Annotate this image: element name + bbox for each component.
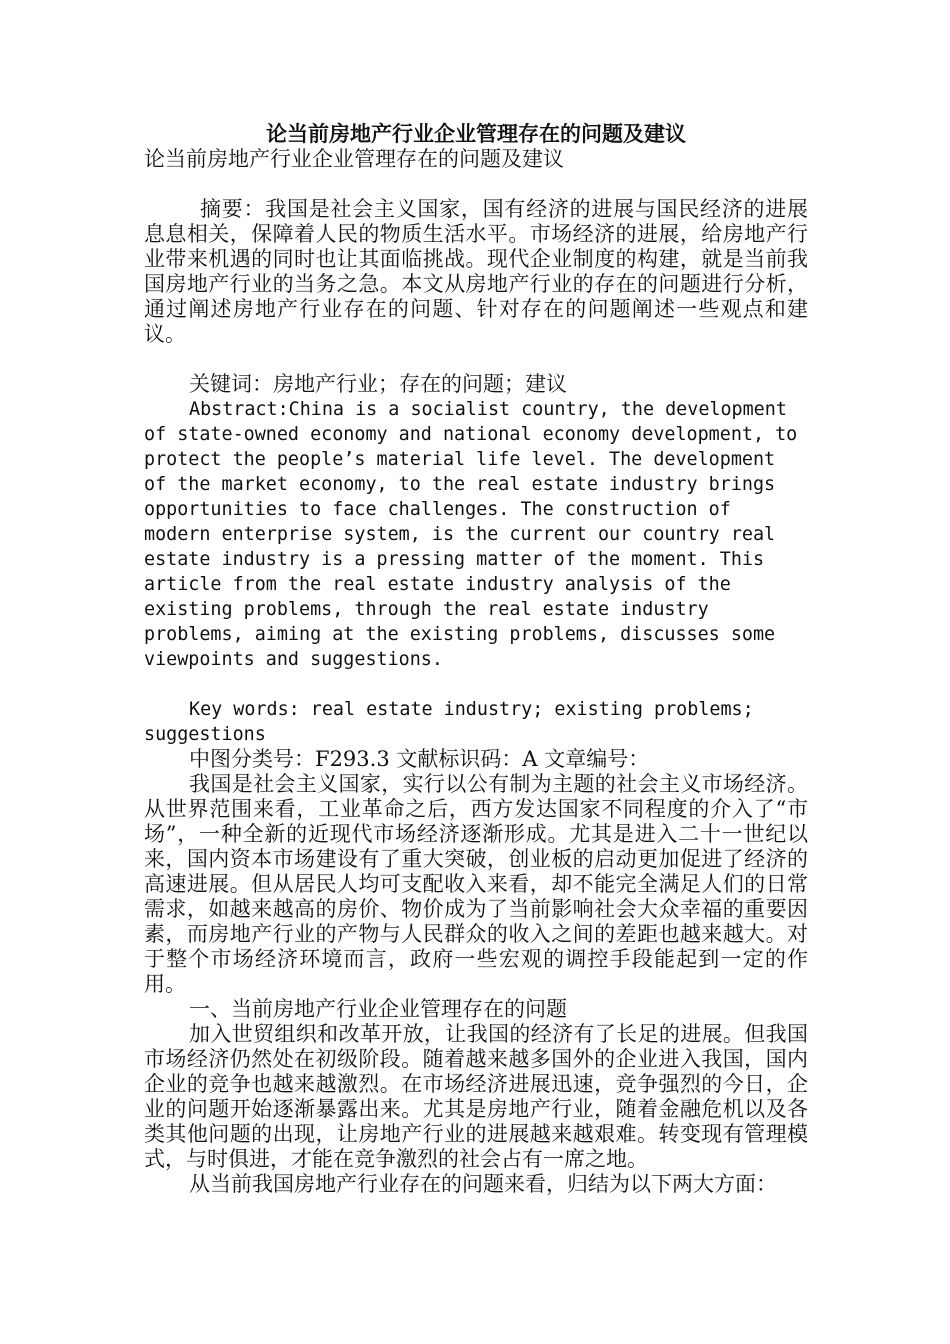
document-title: 论当前房地产行业企业管理存在的问题及建议 — [266, 122, 686, 146]
keywords-chinese: 关键词：房地产行业；存在的问题；建议 — [189, 372, 567, 396]
abstract-chinese: 摘要：我国是社会主义国家，国有经济的进展与国民经济的进展息息相关，保障着人民的物质生活水平。市场经济的进展，给房地产行业带来机遇的同时也让其面临挑战。现代企业制度的构建，就是当前我国房地产行业的当务之急。本文从房地产行业的存在的问题进行分析，通过阐述房地产行业存在的问题、针对存在的问题阐述一些观点和建议。 — [144, 197, 808, 346]
section-heading-1: 一、当前房地产行业企业管理存在的问题 — [189, 997, 567, 1021]
document-subtitle: 论当前房地产行业企业管理存在的问题及建议 — [144, 147, 564, 171]
document-page — [144, 122, 808, 1197]
spacer — [144, 672, 808, 697]
section-1-paragraph: 加入世贸组织和改革开放，让我国的经济有了长足的进展。但我国市场经济仍然处在初级阶段。随着越来越多国外的企业进入我国，国内企业的竞争也越来越激烈。在市场经济进展迅速，竞争强烈的今日，企业的问题开始逐渐暴露出来。尤其是房地产行业，随着金融危机以及各类其他问题的出现，让房地产行业的进展越来越艰难。转变现有管理模式，与时俱进，才能在竞争激烈的社会占有一席之地。 — [144, 1022, 808, 1171]
classification-line: 中图分类号：F293.3 文献标识码：A 文章编号： — [189, 747, 650, 771]
spacer — [144, 172, 808, 197]
keywords-english: Key words: real estate industry; existing problems; suggestions — [144, 699, 754, 745]
section-1-lead: 从当前我国房地产行业存在的问题来看，归结为以下两大方面： — [189, 1172, 777, 1196]
intro-paragraph: 我国是社会主义国家，实行以公有制为主题的社会主义市场经济。从世界范围来看，工业革命之后，西方发达国家不同程度的介入了“市场”，一种全新的近现代市场经济逐渐形成。尤其是进入二十一世纪以来，国内资本市场建设有了重大突破，创业板的启动更加促进了经济的高速进展。但从居民人均可支配收入来看，却不能完全满足人们的日常需求，如越来越高的房价、物价成为了当前影响社会大众幸福的重要因素，而房地产行业的产物与人民群众的收入之间的差距也越来越大。对于整个市场经济环境而言，政府一些宏观的调控手段能起到一定的作用。 — [144, 772, 808, 996]
abstract-english: Abstract:China is a socialist country, the development of state-owned economy and national economy development, to protect the people’s material life level. The development of the market economy, to the real estate industry brings opportunities to face challenges. The construction of modern enterprise system, is the current our country real estate industry is a pressing matter of the moment. This article from the real estate industry analysis of the existing problems, through the real estate industry problems, aiming at the existing problems, discusses some viewpoints and suggestions. — [144, 399, 798, 670]
spacer — [144, 347, 808, 372]
